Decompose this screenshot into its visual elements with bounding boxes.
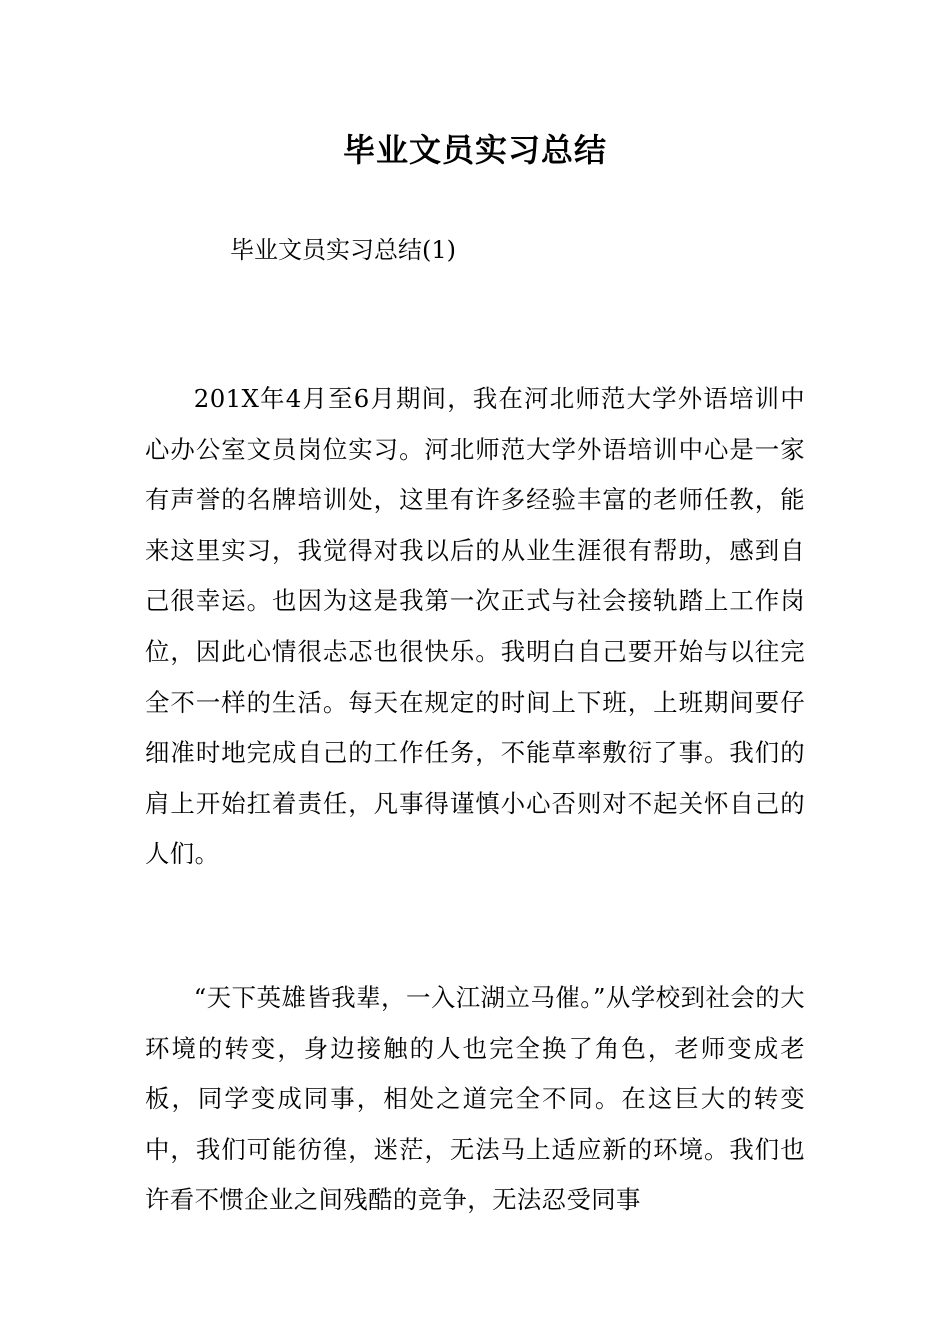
paragraph-1: 201X年4月至6月期间，我在河北师范大学外语培训中心办公室文员岗位实习。河北师范大学外语培训中心是一家有声誉的名牌培训处，这里有许多经验丰富的老师任教，能来这里实习，我觉得对我以后的从业生涯很有帮助，感到自己很幸运。也因为这是我第一次正式与社会接轨踏上工作岗位，因此心情很忐忑也很快乐。我明白自己要开始与以往完全不一样的生活。每天在规定的时间上下班，上班期间要仔细准时地完成自己的工作任务，不能草率敷衍了事。我们的肩上开始扛着责任，凡事得谨慎小心否则对不起关怀自己的人们。 — [145, 384, 805, 869]
document-title: 毕业文员实习总结 — [342, 131, 607, 169]
paragraph-2: “天下英雄皆我辈，一入江湖立马催。”从学校到社会的大环境的转变，身边接触的人也完全换了角色，老师变成老板，同学变成同事，相处之道完全不同。在这巨大的转变中，我们可能彷徨，迷茫，无法马上适应新的环境。我们也许看不惯企业之间残酷的竞争，无法忍受同事 — [145, 983, 805, 1215]
section-heading: 毕业文员实习总结(1) — [230, 236, 456, 264]
